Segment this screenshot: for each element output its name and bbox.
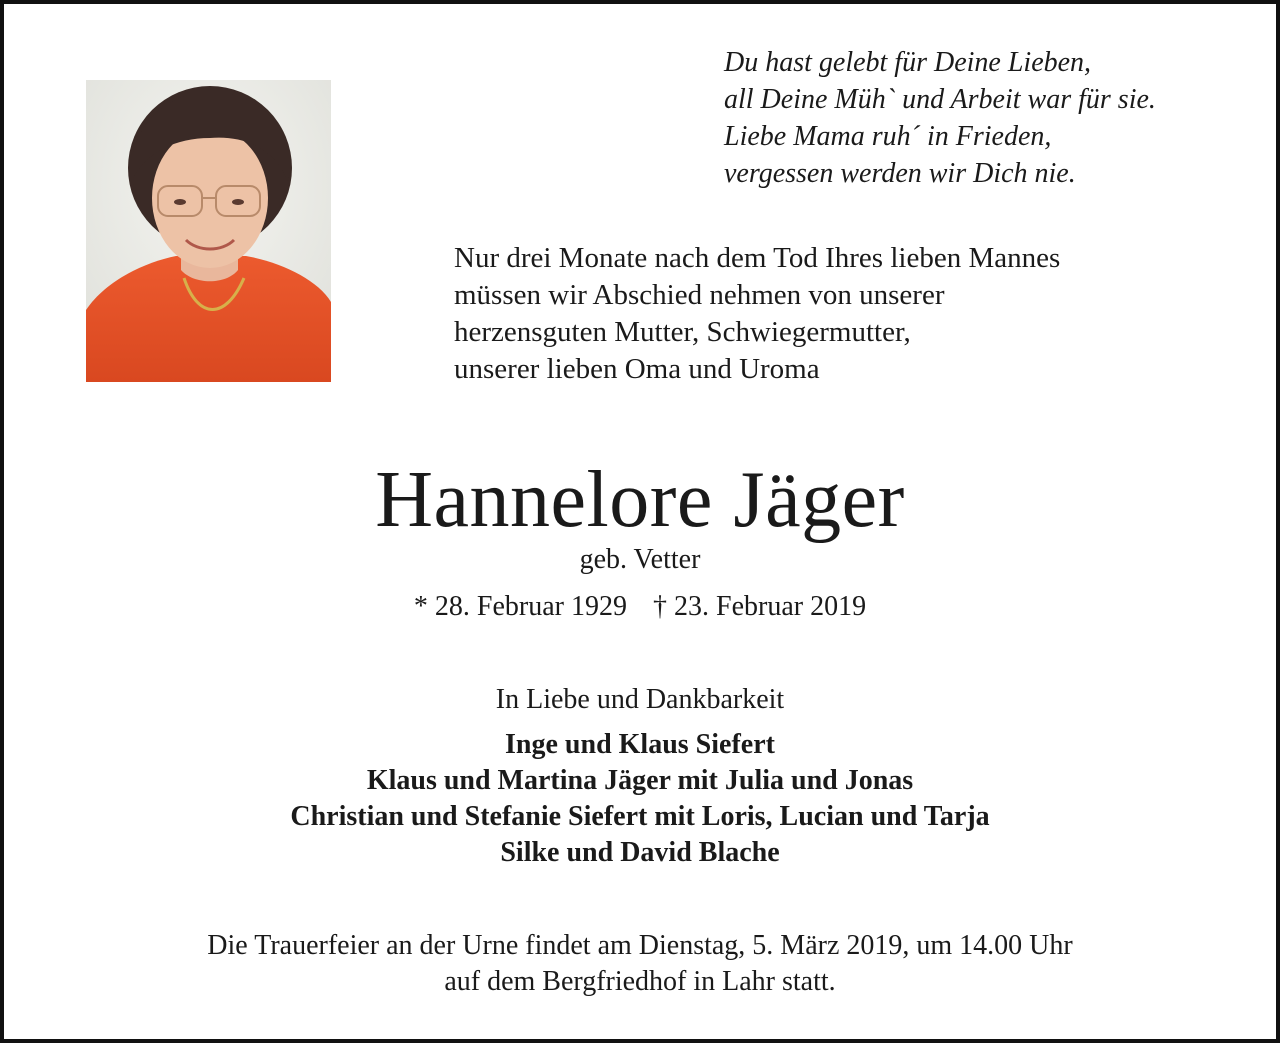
poem-line: Liebe Mama ruh´ in Frieden, [724,121,1052,152]
mourners-list [0,727,1280,871]
mourner-line: Silke und David Blache [500,837,780,868]
intro-line: herzensguten Mutter, Schwiegermutter, [454,316,911,348]
portrait-illustration [86,80,331,382]
mourner-line: Christian und Stefanie Siefert mit Loris, Lucian und Tarja [290,801,990,832]
funeral-info-line: Die Trauerfeier an der Urne findet am Dienstag, 5. März 2019, um 14.00 Uhr [207,930,1073,961]
funeral-info-line: auf dem Bergfriedhof in Lahr statt. [444,966,836,997]
funeral-info [0,928,1280,1000]
maiden-name: geb. Vetter [579,544,701,575]
death-date: † 23. Februar 2019 [653,591,867,622]
poem-line: Du hast gelebt für Deine Lieben, [724,47,1092,78]
portrait-photo [86,80,331,382]
mourner-line: Inge und Klaus Siefert [505,729,775,760]
birth-date: * 28. Februar 1929 [413,591,627,622]
dedication: In Liebe und Dankbarkeit [495,684,785,715]
mourner-line: Klaus und Martina Jäger mit Julia und Jonas [366,765,914,796]
poem-line: all Deine Müh` und Arbeit war für sie. [724,84,1156,115]
poem [724,44,1264,192]
deceased-name: Hannelore Jäger [375,456,905,544]
intro-text [454,240,1254,388]
life-dates [0,590,1280,624]
poem-line: vergessen werden wir Dich nie. [724,158,1076,189]
intro-line: unserer lieben Oma und Uroma [454,353,820,385]
intro-line: Nur drei Monate nach dem Tod Ihres lieben Mannes [454,242,1061,274]
intro-line: müssen wir Abschied nehmen von unserer [454,279,945,311]
